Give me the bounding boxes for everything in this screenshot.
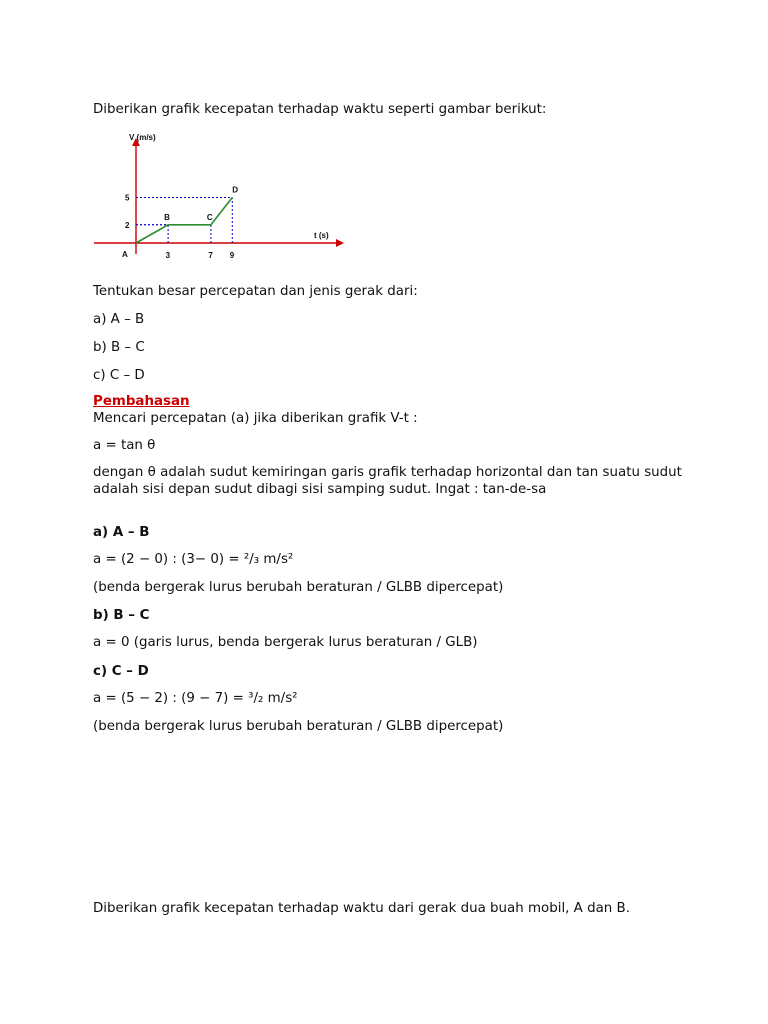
answer-c-title: c) C – D <box>93 664 149 679</box>
x-axis-label: t (s) <box>314 231 329 240</box>
x-tick-label-7: 7 <box>208 251 213 260</box>
explanation-text: dengan θ adalah sudut kemiringan garis grafik terhadap horizontal dan tan suatu sudut adalah sisi depan sudut dibagi sisi samping sudut. Ingat : tan-de-sa <box>93 465 682 497</box>
part-c: c) C – D <box>93 368 145 383</box>
intro-text: Diberikan grafik kecepatan terhadap waktu seperti gambar berikut: <box>93 102 547 117</box>
y-tick-label-2: 2 <box>125 220 130 230</box>
velocity-series-line <box>136 198 232 244</box>
intro-text-2: Diberikan grafik kecepatan terhadap waktu dari gerak dua buah mobil, A dan B. <box>93 901 630 916</box>
solution-heading: Pembahasan <box>93 394 190 409</box>
answer-b-title: b) B – C <box>93 608 150 623</box>
answer-a-calc: a = (2 − 0) : (3− 0) = ²/₃ m/s² <box>93 552 294 567</box>
point-label-b: B <box>164 212 170 222</box>
answer-c-calc: a = (5 − 2) : (9 − 7) = ³/₂ m/s² <box>93 691 298 706</box>
point-label-c: C <box>206 212 213 222</box>
answer-a-title: a) A – B <box>93 525 150 540</box>
answer-b-calc: a = 0 (garis lurus, benda bergerak lurus beraturan / GLB) <box>93 635 478 650</box>
part-b: b) B – C <box>93 340 145 355</box>
y-axis-label: V (m/s) <box>129 133 156 142</box>
answer-a-note: (benda bergerak lurus berubah beraturan / GLBB dipercepat) <box>93 580 504 595</box>
x-tick-label-3: 3 <box>165 251 171 260</box>
formula-text: a = tan θ <box>93 438 156 453</box>
x-tick-label-9: 9 <box>229 251 235 260</box>
point-label-d: D <box>232 185 239 195</box>
x-axis-arrow-icon <box>336 239 344 247</box>
part-a: a) A – B <box>93 312 145 327</box>
y-tick-label-5: 5 <box>125 193 130 203</box>
method-text: Mencari percepatan (a) jika diberikan grafik V-t : <box>93 411 418 426</box>
point-label-a: A <box>122 250 128 259</box>
question-text: Tentukan besar percepatan dan jenis gerak dari: <box>93 284 418 299</box>
answer-c-note: (benda bergerak lurus berubah beraturan / GLBB dipercepat) <box>93 719 504 734</box>
velocity-time-chart <box>92 128 352 270</box>
